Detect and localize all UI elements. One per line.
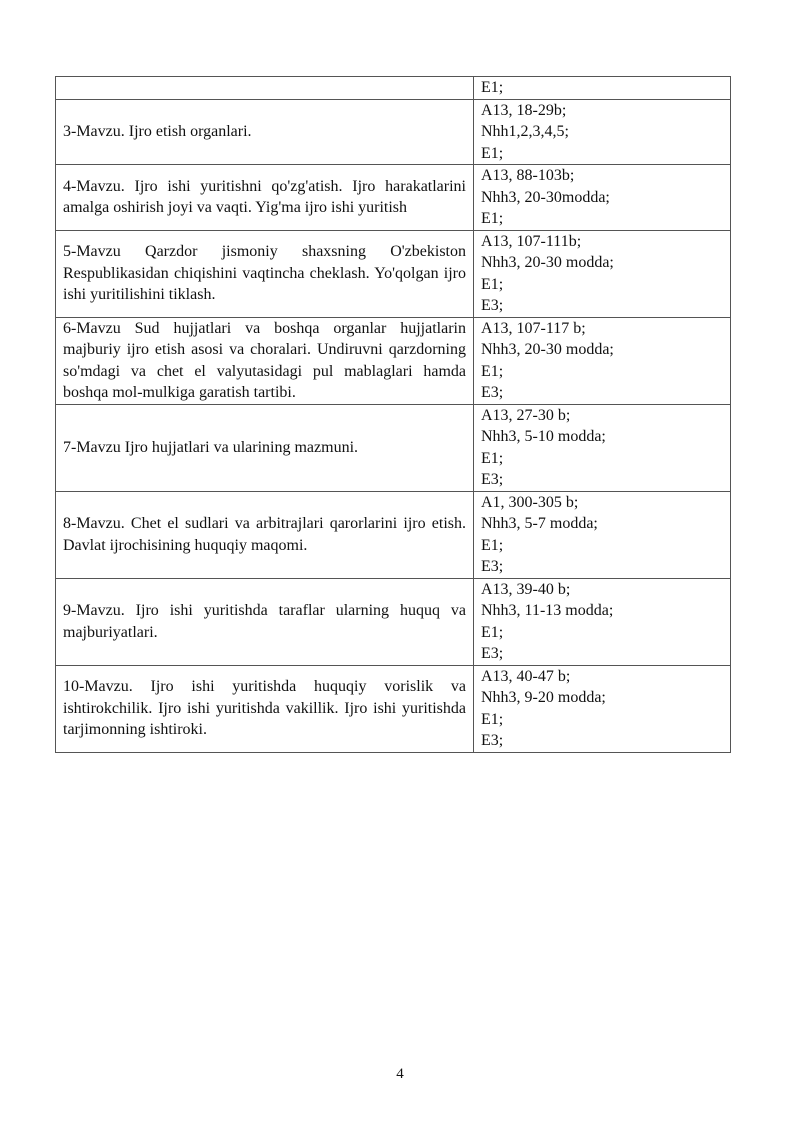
table-row [56,317,731,404]
reference-line: A13, 107-111b; [481,232,582,250]
topic-cell: 9-Mavzu. Ijro ishi yuritishda taraflar ularning huquq va majburiyatlari. [56,578,474,665]
references-cell [474,165,731,231]
references-cell [474,491,731,578]
references-cell [474,230,731,317]
topic-cell: 7-Mavzu Ijro hujjatlari va ularining mazmuni. [56,404,474,491]
topic-cell [56,77,474,100]
topic-cell: 5-Mavzu Qarzdor jismoniy shaxsning O'zbekiston Respublikasidan chiqishini vaqtincha cheklash. Yo'qolgan ijro ishi yuritilishini tiklash. [56,230,474,317]
reference-line: A13, 39-40 b; [481,580,571,598]
reference-line: E1; [481,210,504,227]
reference-line: E3; [481,732,504,749]
reference-line: E3; [481,558,504,575]
table-row [56,77,731,100]
table-row [56,578,731,665]
references-cell [474,317,731,404]
table-row [56,165,731,231]
reference-line: E1; [481,275,504,293]
reference-line: E3; [481,471,504,488]
table-body [56,77,731,753]
reference-line: A13, 107-117 b; [481,319,586,337]
reference-line: Nhh3, 5-10 modda; [481,428,606,445]
topic-cell: 8-Mavzu. Chet el sudlari va arbitrajlari qarorlarini ijro etish. Davlat ijrochisining huquqiy maqomi. [56,491,474,578]
reference-line: A13, 40-47 b; [481,667,571,685]
reference-line: A13, 88-103b; [481,167,575,184]
reference-line: Nhh3, 9-20 modda; [481,689,606,706]
reference-line: E3; [481,297,504,314]
topic-cell: 4-Mavzu. Ijro ishi yuritishni qo'zg'atish. Ijro harakatlarini amalga oshirish joyi va vaqti. Yig'ma ijro ishi yuritish [56,165,474,231]
topic-cell: 6-Mavzu Sud hujjatlari va boshqa organlar hujjatlarin majburiy ijro etish asosi va choralari. Undiruvni qarzdorning so'mdagi va chet el valyutasidagi pul mablaglari hamda boshqa mol-mulkiga garatish tartibi. [56,317,474,404]
references-cell [474,404,731,491]
references-cell [474,665,731,752]
reference-line: E1; [481,449,504,467]
reference-line: Nhh3, 5-7 modda; [481,515,598,532]
reference-line: E1; [481,362,504,380]
reference-line: E3; [481,645,504,662]
reference-line: E1; [481,79,504,96]
reference-line: E1; [481,536,504,554]
reference-line: Nhh3, 11-13 modda; [481,602,614,619]
table-row [56,491,731,578]
reference-line: A1, 300-305 b; [481,493,579,511]
reference-line: E3; [481,384,504,401]
reference-line: Nhh1,2,3,4,5; [481,123,569,140]
topic-cell: 3-Mavzu. Ijro etish organlari. [56,99,474,165]
topic-cell: 10-Mavzu. Ijro ishi yuritishda huquqiy vorislik va ishtirokchilik. Ijro ishi yuritishda vakillik. Ijro ishi yuritishda tarjimonning ishtiroki. [56,665,474,752]
reference-line: E1; [481,710,504,728]
reference-line: Nhh3, 20-30 modda; [481,341,614,358]
references-cell [474,77,731,100]
topics-table [55,76,731,753]
table-row [56,99,731,165]
references-cell [474,578,731,665]
reference-line: A13, 27-30 b; [481,406,571,424]
reference-line: E1; [481,144,504,162]
page-number: 4 [396,1066,404,1082]
reference-line: E1; [481,623,504,641]
reference-line: A13, 18-29b; [481,101,567,119]
reference-line: Nhh3, 20-30 modda; [481,254,614,271]
reference-line: Nhh3, 20-30modda; [481,188,610,206]
table-row [56,230,731,317]
table-row [56,665,731,752]
references-cell [474,99,731,165]
table-row [56,404,731,491]
